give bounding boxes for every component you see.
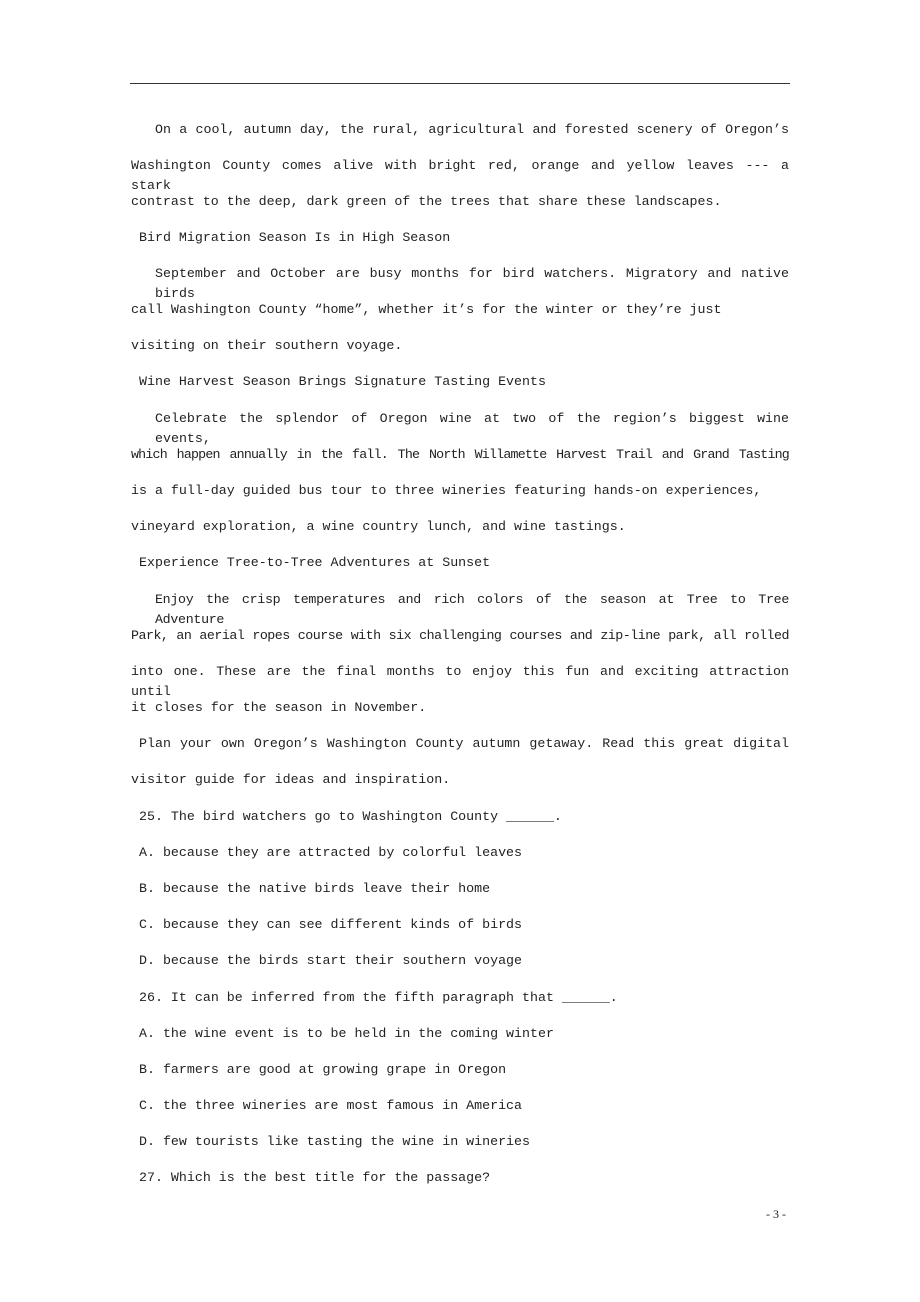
question-26: 26. It can be inferred from the fifth paragraph that ______. [139, 990, 618, 1005]
section-heading: Bird Migration Season Is in High Season [139, 230, 451, 245]
paragraph-line: On a cool, autumn day, the rural, agricultural and forested scenery of Oregon’s [155, 122, 789, 137]
paragraph-line: Plan your own Oregon’s Washington County autumn getaway. Read this great digital [139, 736, 789, 751]
paragraph-line: Enjoy the crisp temperatures and rich colors of the season at Tree to Tree Adventure [155, 592, 789, 627]
header-rule [130, 83, 790, 84]
option-c: C. the three wineries are most famous in America [139, 1098, 523, 1113]
paragraph-line: call Washington County “home”, whether it’s for the winter or they’re just [131, 302, 722, 317]
paragraph-line: is a full-day guided bus tour to three wineries featuring hands-on experiences, [131, 483, 762, 498]
paragraph-line: Celebrate the splendor of Oregon wine at two of the region’s biggest wine events, [155, 411, 789, 446]
paragraph-line: visiting on their southern voyage. [131, 338, 403, 353]
paragraph-line: September and October are busy months for bird watchers. Migratory and native birds [155, 266, 789, 301]
section-heading: Experience Tree-to-Tree Adventures at Sunset [139, 555, 491, 570]
paragraph-line: contrast to the deep, dark green of the trees that share these landscapes. [131, 194, 722, 209]
question-25: 25. The bird watchers go to Washington County ______. [139, 809, 562, 824]
option-a: A. because they are attracted by colorful leaves [139, 845, 523, 860]
section-heading: Wine Harvest Season Brings Signature Tasting Events [139, 374, 546, 389]
option-b: B. because the native birds leave their home [139, 881, 491, 896]
option-b: B. farmers are good at growing grape in Oregon [139, 1062, 507, 1077]
paragraph-line: it closes for the season in November. [131, 700, 427, 715]
option-a: A. the wine event is to be held in the coming winter [139, 1026, 554, 1041]
paragraph-line: vineyard exploration, a wine country lunch, and wine tastings. [131, 519, 626, 534]
option-d: D. few tourists like tasting the wine in wineries [139, 1134, 530, 1149]
paragraph-line: visitor guide for ideas and inspiration. [131, 772, 451, 787]
option-d: D. because the birds start their southern voyage [139, 953, 523, 968]
paragraph-line: Park, an aerial ropes course with six challenging courses and zip-line park, all rolled [131, 628, 789, 643]
page-number: - 3 - [766, 1207, 786, 1221]
paragraph-line: into one. These are the final months to enjoy this fun and exciting attraction until [131, 664, 789, 699]
paragraph-line: which happen annually in the fall. The North Willamette Harvest Trail and Grand Tasting [131, 447, 789, 462]
question-27: 27. Which is the best title for the passage? [139, 1170, 491, 1185]
paragraph-line: Washington County comes alive with bright red, orange and yellow leaves --- a stark [131, 158, 789, 193]
option-c: C. because they can see different kinds of birds [139, 917, 523, 932]
